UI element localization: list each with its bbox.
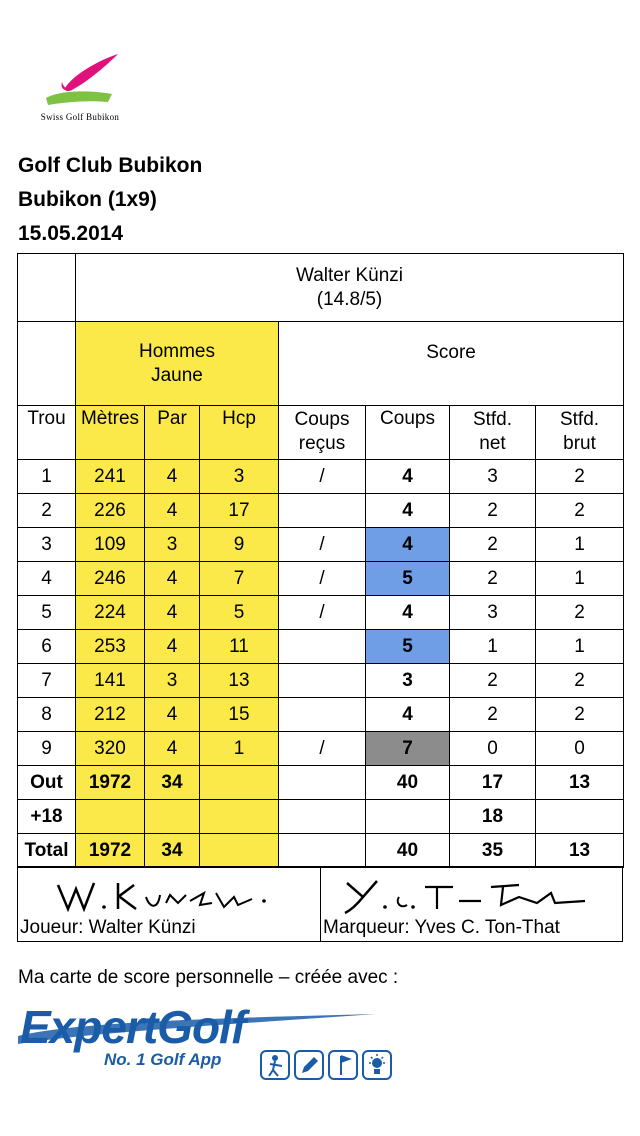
hole-par: 4 [145, 698, 200, 732]
hole-par: 4 [145, 596, 200, 630]
player-header-row [18, 254, 624, 322]
hole-stfd-brut: 1 [536, 528, 624, 562]
hole-strokes-received [279, 494, 366, 528]
total-label: Total [18, 834, 76, 868]
hole-stfd-net: 0 [450, 732, 536, 766]
out-par: 34 [145, 766, 200, 800]
player-signature-area [18, 867, 320, 941]
col-stfd-brut-line1: Stfd. [559, 409, 600, 430]
total-row [18, 834, 624, 868]
hole-hcp: 11 [200, 630, 279, 664]
hole-number: 8 [18, 698, 76, 732]
total-strokes: 40 [366, 834, 450, 868]
col-par: Par [145, 406, 200, 460]
hole-strokes: 5 [366, 630, 450, 664]
player-handicap: (14.8/5) [316, 288, 383, 310]
round-date: 15.05.2014 [18, 222, 124, 245]
marker-signature-area [321, 867, 623, 941]
hole-row [18, 596, 624, 630]
hole-par: 4 [145, 732, 200, 766]
footer-text: Ma carte de score personnelle – créée avec : [18, 967, 399, 988]
plus18-label: +18 [18, 800, 76, 834]
club-name: Golf Club Bubikon [18, 154, 203, 177]
out-hcp [200, 766, 279, 800]
hole-hcp: 13 [200, 664, 279, 698]
col-stfd-net [450, 406, 536, 460]
hole-stfd-brut: 2 [536, 664, 624, 698]
hole-number: 5 [18, 596, 76, 630]
hole-strokes: 4 [366, 698, 450, 732]
hole-meters: 241 [76, 460, 145, 494]
plus18-stfd-brut [536, 800, 624, 834]
expertgolf-brand-1: Expert [20, 1001, 158, 1053]
hole-strokes-received: / [279, 562, 366, 596]
hole-meters: 246 [76, 562, 145, 596]
hole-number: 1 [18, 460, 76, 494]
hole-hcp: 15 [200, 698, 279, 732]
tee-color: Jaune [151, 364, 203, 386]
hole-row [18, 528, 624, 562]
hole-stfd-net: 3 [450, 596, 536, 630]
hole-row [18, 630, 624, 664]
hole-stfd-net: 2 [450, 528, 536, 562]
tee-header-row [18, 322, 624, 406]
out-stfd-net: 17 [450, 766, 536, 800]
signature-box [17, 866, 623, 942]
pencil-icon [294, 1050, 324, 1080]
score-header: Score [279, 322, 624, 406]
total-meters: 1972 [76, 834, 145, 868]
plus18-stfd-net: 18 [450, 800, 536, 834]
hole-meters: 141 [76, 664, 145, 698]
plus18-hcp [200, 800, 279, 834]
hole-meters: 320 [76, 732, 145, 766]
flag-icon [328, 1050, 358, 1080]
hole-row [18, 460, 624, 494]
col-hcp: Hcp [200, 406, 279, 460]
out-received [279, 766, 366, 800]
hole-par: 4 [145, 494, 200, 528]
scorecard-table [17, 253, 624, 868]
hole-hcp: 9 [200, 528, 279, 562]
corner-cell-2 [18, 322, 76, 406]
hole-stfd-brut: 2 [536, 698, 624, 732]
total-hcp [200, 834, 279, 868]
plus18-meters [76, 800, 145, 834]
out-label: Out [18, 766, 76, 800]
hole-stfd-brut: 2 [536, 494, 624, 528]
player-signature-label: Joueur: Walter Künzi [20, 917, 196, 938]
club-logo [20, 50, 140, 128]
hole-row [18, 664, 624, 698]
hole-strokes-received [279, 698, 366, 732]
player-header [76, 254, 624, 322]
hole-number: 7 [18, 664, 76, 698]
col-meters: Mètres [76, 406, 145, 460]
hole-par: 4 [145, 630, 200, 664]
hole-strokes-received: / [279, 596, 366, 630]
hole-number: 9 [18, 732, 76, 766]
hole-strokes: 3 [366, 664, 450, 698]
hole-strokes-received: / [279, 732, 366, 766]
expertgolf-wordmark [20, 1002, 245, 1052]
hole-stfd-brut: 2 [536, 596, 624, 630]
col-stfd-net-line1: Stfd. [472, 409, 513, 430]
plus18-strokes [366, 800, 450, 834]
hole-par: 4 [145, 562, 200, 596]
hole-strokes: 7 [366, 732, 450, 766]
hole-strokes-received [279, 664, 366, 698]
hole-stfd-brut: 1 [536, 562, 624, 596]
swoosh-logo-icon [20, 50, 140, 110]
corner-cell [18, 254, 76, 322]
out-strokes: 40 [366, 766, 450, 800]
hole-meters: 224 [76, 596, 145, 630]
hole-row [18, 494, 624, 528]
hole-number: 6 [18, 630, 76, 664]
golfer-icon [260, 1050, 290, 1080]
marker-signature-label: Marqueur: Yves C. Ton-That [323, 917, 560, 938]
hole-meters: 212 [76, 698, 145, 732]
hole-strokes: 5 [366, 562, 450, 596]
hole-strokes: 4 [366, 460, 450, 494]
hole-stfd-net: 2 [450, 698, 536, 732]
hole-strokes: 4 [366, 494, 450, 528]
total-received [279, 834, 366, 868]
expertgolf-logo [16, 1000, 396, 1086]
hole-stfd-net: 2 [450, 562, 536, 596]
hole-par: 3 [145, 664, 200, 698]
player-name: Walter Künzi [296, 264, 404, 286]
hole-stfd-brut: 0 [536, 732, 624, 766]
hole-meters: 109 [76, 528, 145, 562]
col-stfd-net-line2: net [479, 433, 506, 454]
hole-hcp: 7 [200, 562, 279, 596]
hole-meters: 226 [76, 494, 145, 528]
expertgolf-tagline: No. 1 Golf App [104, 1050, 222, 1069]
hole-strokes-received: / [279, 460, 366, 494]
marker-signature-icon [341, 873, 611, 917]
col-strokes: Coups [366, 406, 450, 460]
hole-row [18, 562, 624, 596]
total-stfd-net: 35 [450, 834, 536, 868]
expertgolf-icons [260, 1050, 392, 1080]
hole-stfd-net: 1 [450, 630, 536, 664]
plus18-row [18, 800, 624, 834]
hole-meters: 253 [76, 630, 145, 664]
player-signature-icon [54, 873, 294, 917]
hole-hcp: 3 [200, 460, 279, 494]
tee-header [76, 322, 279, 406]
hole-strokes: 4 [366, 596, 450, 630]
col-stfd-brut [536, 406, 624, 460]
hole-hcp: 1 [200, 732, 279, 766]
course-name: Bubikon (1x9) [18, 188, 157, 211]
col-strokes-received-line2: reçus [298, 433, 346, 454]
column-header-row [18, 406, 624, 460]
col-strokes-received-line1: Coups [294, 409, 350, 430]
hole-row [18, 732, 624, 766]
lightbulb-icon [362, 1050, 392, 1080]
expertgolf-brand-2: Golf [157, 1001, 246, 1053]
col-strokes-received [279, 406, 366, 460]
out-meters: 1972 [76, 766, 145, 800]
hole-par: 3 [145, 528, 200, 562]
hole-stfd-brut: 1 [536, 630, 624, 664]
hole-par: 4 [145, 460, 200, 494]
hole-number: 4 [18, 562, 76, 596]
hole-row [18, 698, 624, 732]
hole-stfd-net: 2 [450, 494, 536, 528]
col-hole: Trou [18, 406, 76, 460]
col-stfd-brut-line2: brut [563, 433, 596, 454]
hole-stfd-net: 3 [450, 460, 536, 494]
hole-number: 2 [18, 494, 76, 528]
plus18-par [145, 800, 200, 834]
hole-strokes: 4 [366, 528, 450, 562]
hole-strokes-received [279, 630, 366, 664]
hole-hcp: 17 [200, 494, 279, 528]
hole-strokes-received: / [279, 528, 366, 562]
hole-hcp: 5 [200, 596, 279, 630]
total-par: 34 [145, 834, 200, 868]
total-stfd-brut: 13 [536, 834, 624, 868]
out-row [18, 766, 624, 800]
hole-stfd-brut: 2 [536, 460, 624, 494]
plus18-received [279, 800, 366, 834]
out-stfd-brut: 13 [536, 766, 624, 800]
tee-gender: Hommes [138, 340, 215, 362]
hole-number: 3 [18, 528, 76, 562]
hole-stfd-net: 2 [450, 664, 536, 698]
logo-text: Swiss Golf Bubikon [40, 112, 120, 122]
